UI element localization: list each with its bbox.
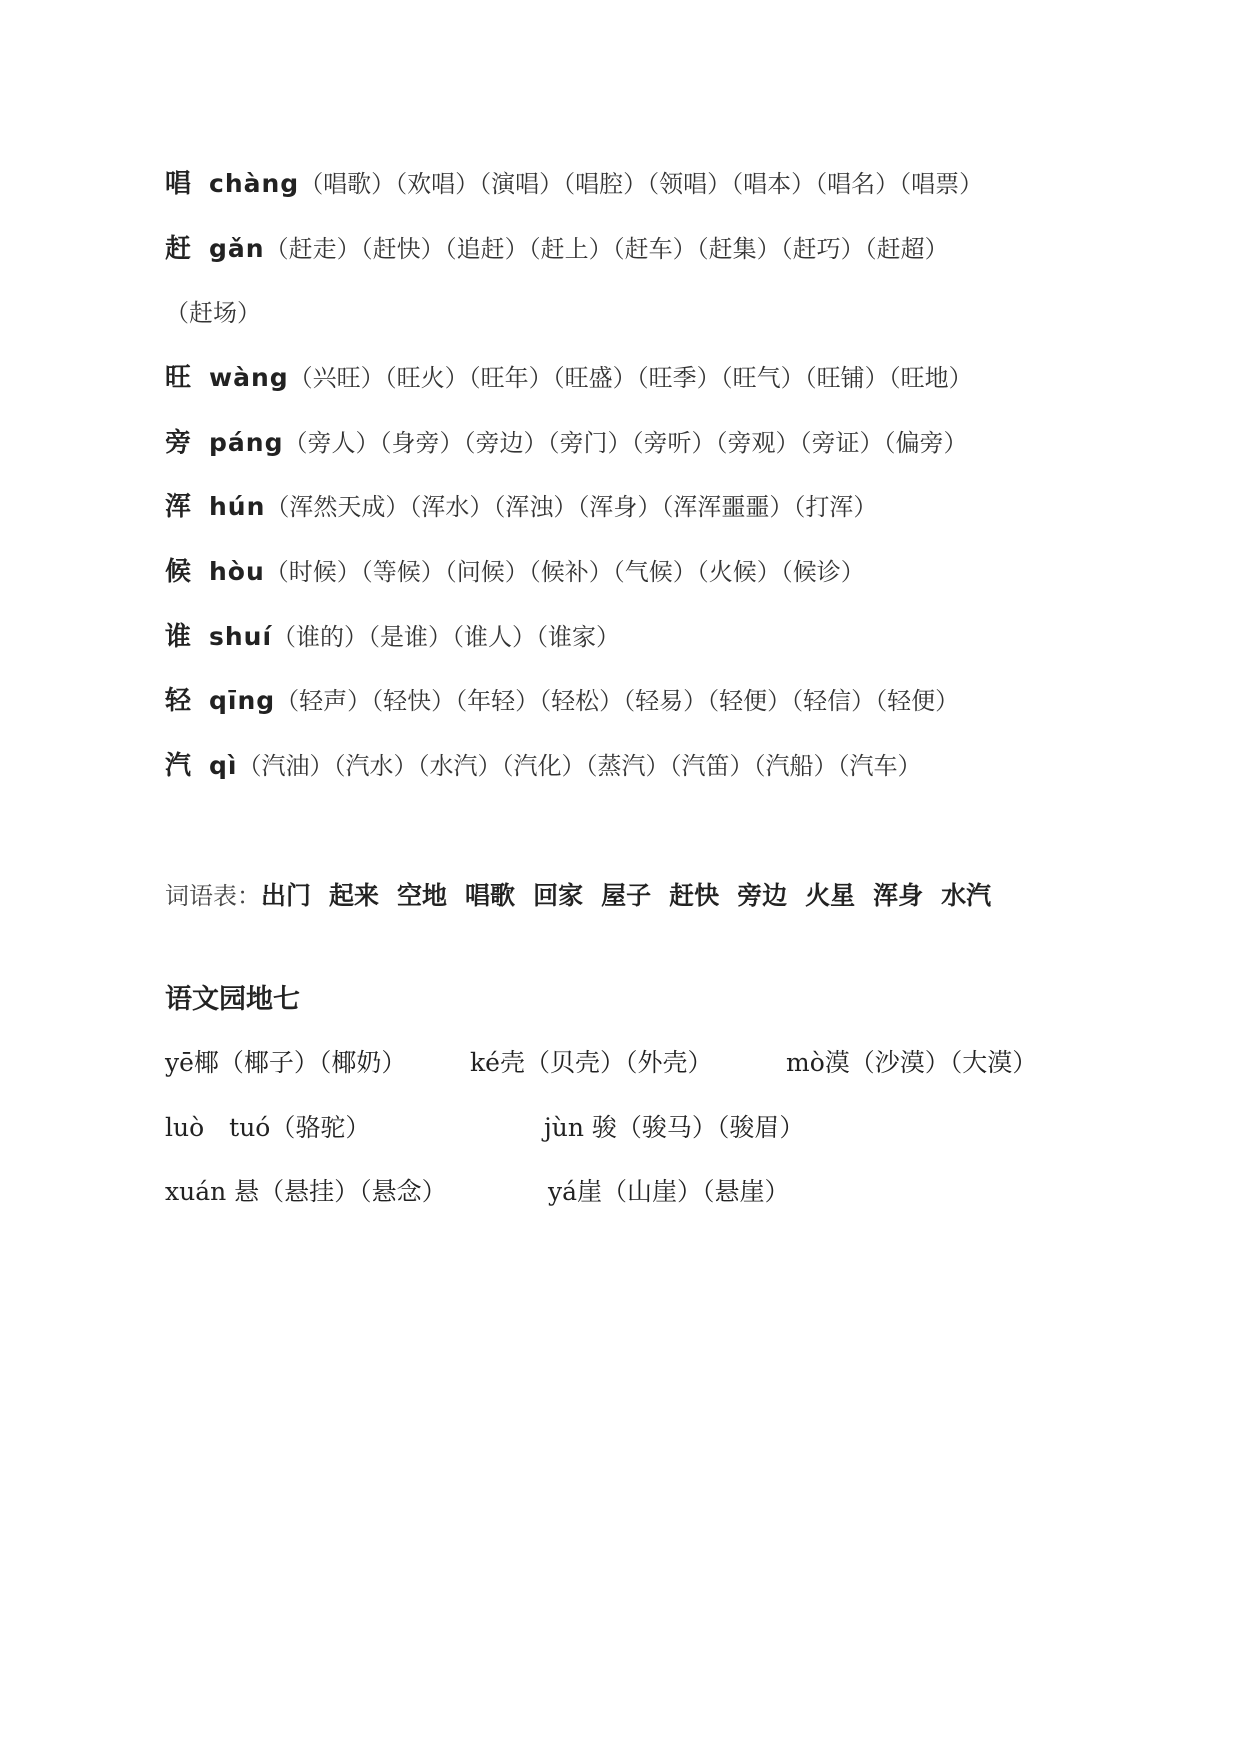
vocab-words: （谁的）（是谁）（谁人）（谁家） bbox=[272, 623, 621, 651]
vocab-words: （赶走）（赶快）（追赶）（赶上）（赶车）（赶集）（赶巧）（赶超） bbox=[264, 235, 949, 263]
garden-entry: yá崖（山崖）（悬崖） bbox=[548, 1177, 790, 1206]
vocab-char: 汽 bbox=[165, 751, 192, 781]
garden-entry: mò漠（沙漠）（大漠） bbox=[786, 1048, 1038, 1077]
vocab-words: （唱歌）（欢唱）（演唱）（唱腔）（领唱）（唱本）（唱名）（唱票） bbox=[299, 170, 984, 198]
glossary-word: 浑身 bbox=[873, 881, 924, 910]
vocab-char: 旺 bbox=[165, 363, 192, 393]
vocab-char: 唱 bbox=[165, 169, 192, 199]
glossary-word: 空地 bbox=[397, 881, 448, 910]
vocab-words: （浑然天成）（浑水）（浑浊）（浑身）（浑浑噩噩）（打浑） bbox=[265, 493, 878, 521]
vocab-pinyin: chàng bbox=[209, 169, 300, 198]
vocab-char: 旁 bbox=[165, 428, 192, 458]
glossary-label: 词语表： bbox=[165, 882, 261, 910]
vocab-row-qi bbox=[165, 746, 1165, 786]
glossary-line bbox=[165, 876, 1009, 916]
vocab-words: （轻声）（轻快）（年轻）（轻松）（轻易）（轻便）（轻信）（轻便） bbox=[275, 687, 960, 715]
vocab-row-hou bbox=[165, 552, 1165, 592]
vocab-row-qing bbox=[165, 681, 1165, 721]
vocab-row-chang bbox=[165, 164, 1165, 204]
glossary-word: 起来 bbox=[329, 881, 380, 910]
garden-row-3 bbox=[165, 1172, 1065, 1212]
glossary-word: 赶快 bbox=[669, 881, 720, 910]
garden-entry: ké壳（贝壳）（外壳） bbox=[470, 1048, 713, 1077]
garden-entry: yē椰（椰子）（椰奶） bbox=[165, 1048, 407, 1077]
vocab-row-shui bbox=[165, 617, 1165, 657]
vocab-row-hun bbox=[165, 487, 1165, 527]
garden-entry: xuán 悬（悬挂）（悬念） bbox=[165, 1177, 447, 1206]
vocab-pinyin: shuí bbox=[209, 622, 273, 651]
vocab-char: 轻 bbox=[165, 686, 192, 716]
vocab-words: （汽油）（汽水）（水汽）（汽化）（蒸汽）（汽笛）（汽船）（汽车） bbox=[237, 752, 922, 780]
glossary-word: 唱歌 bbox=[465, 881, 516, 910]
glossary-word: 屋子 bbox=[601, 881, 652, 910]
vocab-char: 赶 bbox=[165, 234, 192, 264]
vocab-row-gan bbox=[165, 229, 1165, 269]
section-title: 语文园地七 bbox=[165, 984, 300, 1015]
glossary-word: 回家 bbox=[533, 881, 584, 910]
glossary-word: 水汽 bbox=[941, 881, 992, 910]
vocab-row-gan-continuation: （赶场） bbox=[165, 299, 261, 327]
garden-entry: jùn 骏（骏马）（骏眉） bbox=[544, 1113, 805, 1142]
vocab-char: 浑 bbox=[165, 492, 192, 522]
vocab-pinyin: hún bbox=[209, 492, 266, 521]
vocab-pinyin: qīng bbox=[209, 686, 276, 715]
vocab-words: （时候）（等候）（问候）（候补）（气候）（火候）（候诊） bbox=[264, 558, 865, 586]
vocab-pinyin: wàng bbox=[209, 363, 289, 392]
garden-row-1 bbox=[165, 1043, 1065, 1083]
vocab-pinyin: páng bbox=[209, 428, 284, 457]
garden-entry: luò tuó（骆驼） bbox=[165, 1113, 371, 1142]
glossary-word: 旁边 bbox=[737, 881, 788, 910]
vocab-char: 谁 bbox=[165, 622, 192, 652]
vocab-char: 候 bbox=[165, 557, 192, 587]
vocab-row-pang bbox=[165, 423, 1165, 463]
garden-row-2 bbox=[165, 1108, 1065, 1148]
vocab-row-wang bbox=[165, 358, 1165, 398]
glossary-word: 火星 bbox=[805, 881, 856, 910]
vocab-pinyin: hòu bbox=[209, 557, 265, 586]
vocab-words: （兴旺）（旺火）（旺年）（旺盛）（旺季）（旺气）（旺铺）（旺地） bbox=[288, 364, 973, 392]
vocab-pinyin: qì bbox=[209, 751, 238, 780]
vocab-words: （旁人）（身旁）（旁边）（旁门）（旁听）（旁观）（旁证）（偏旁） bbox=[283, 429, 968, 457]
vocab-pinyin: gǎn bbox=[209, 234, 265, 263]
glossary-word: 出门 bbox=[261, 881, 312, 910]
